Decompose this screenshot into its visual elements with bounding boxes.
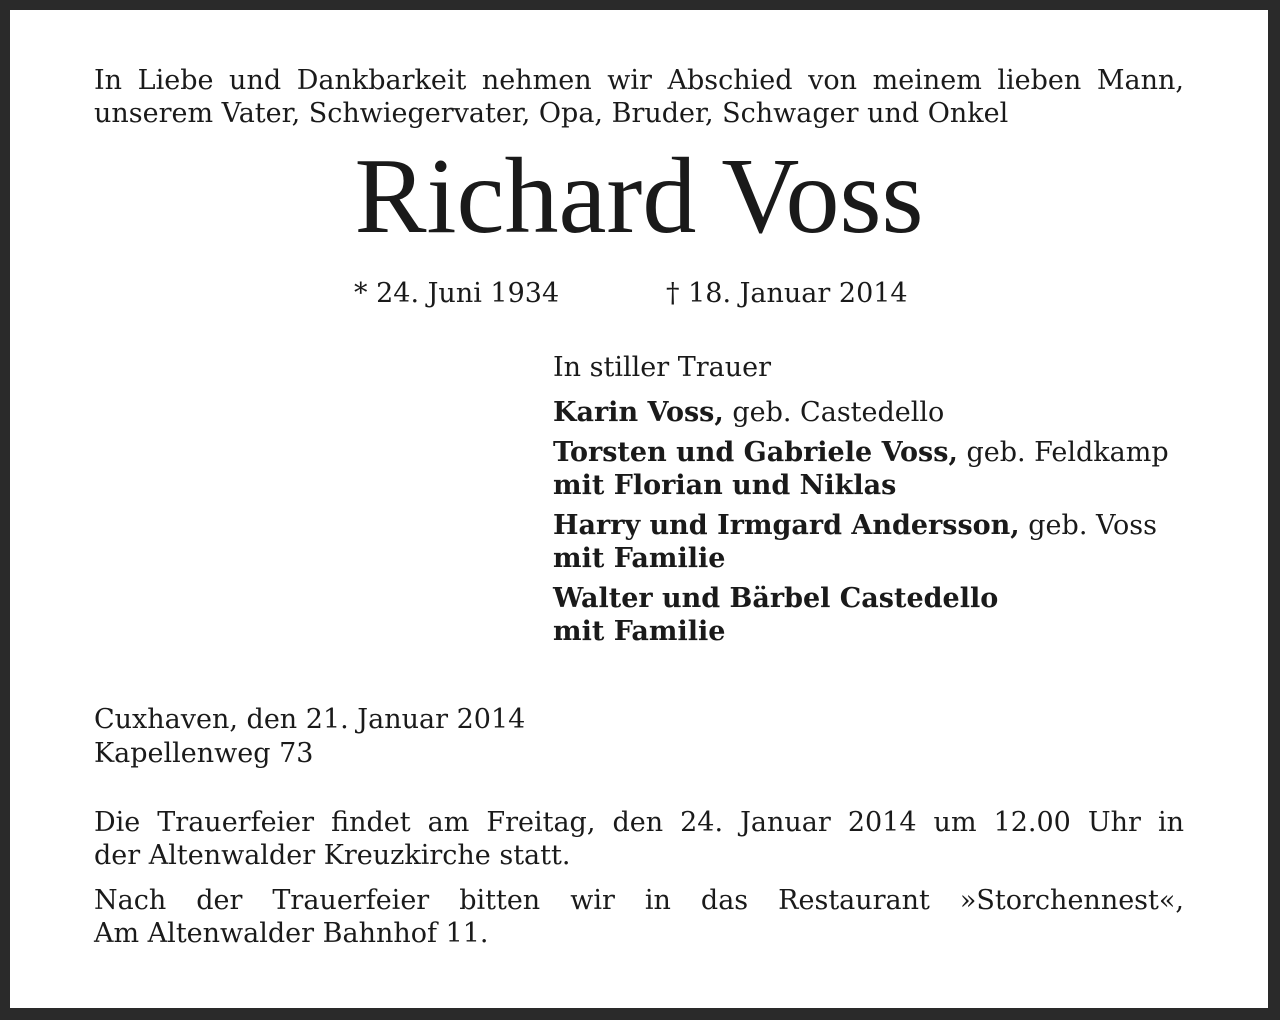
mourner-name: Harry und Irmgard Andersson, [553,510,1020,541]
service-paragraph [94,806,1184,872]
reception-line-1: Nach der Trauerfeier bitten wir in das Restaurant »Storchennest«, [94,885,1184,916]
mourner-sub: mit Florian und Niklas [553,470,897,501]
death-date: † 18. Januar 2014 [666,278,908,309]
place-date: Cuxhaven, den 21. Januar 2014 [94,704,526,735]
deceased-name: Richard Voss [354,137,924,256]
mourner-name: Walter und Bärbel Castedello [553,583,999,614]
address: Kapellenweg 73 [94,738,314,769]
intro-line-2: unserem Vater, Schwiegervater, Opa, Bruder, Schwager und Onkel [94,98,1009,129]
mourner-entry [553,436,1169,502]
mourner-name: Torsten und Gabriele Voss, [553,437,958,468]
obituary-notice [10,10,1268,1008]
service-line-1: Die Trauerfeier findet am Freitag, den 24. Januar 2014 um 12.00 Uhr in [94,807,1184,838]
mourning-heading: In stiller Trauer [553,352,772,383]
intro-line-1: In Liebe und Dankbarkeit nehmen wir Abschied von meinem lieben Mann, [94,65,1184,96]
mourners-list [553,396,1169,655]
intro-text [94,64,1184,130]
mourner-sub: mit Familie [553,543,726,574]
reception-line-2: Am Altenwalder Bahnhof 11. [94,918,489,949]
mourner-name: Karin Voss, [553,397,724,428]
birth-date: * 24. Juni 1934 [354,278,560,309]
mourner-entry [553,582,1169,648]
mourner-suffix: geb. Voss [1019,510,1157,541]
mourner-entry [553,396,1169,429]
reception-paragraph [94,884,1184,950]
mourner-entry [553,509,1169,575]
mourner-sub: mit Familie [553,616,726,647]
service-line-2: der Altenwalder Kreuzkirche statt. [94,840,571,871]
mourner-suffix: geb. Castedello [723,397,945,428]
mourner-suffix: geb. Feldkamp [957,437,1169,468]
